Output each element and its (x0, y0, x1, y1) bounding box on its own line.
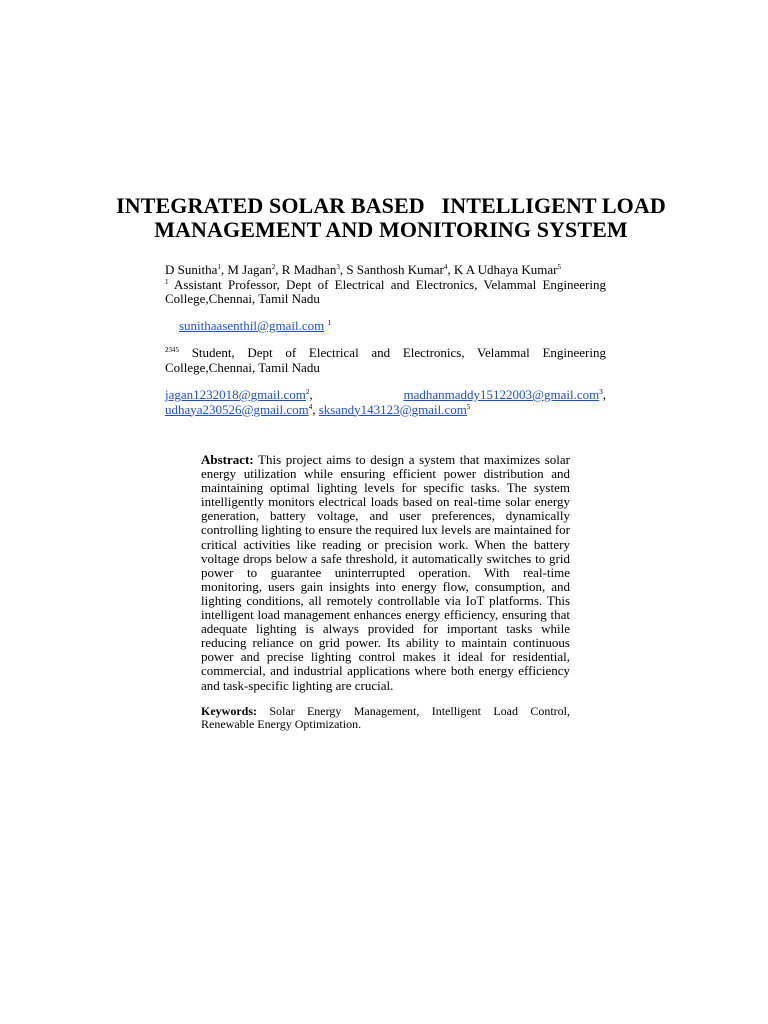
email-row-2 (165, 403, 606, 418)
email-link-4[interactable]: udhaya230526@gmail.com (165, 401, 309, 417)
email-link-1[interactable]: sunithaasenthil@gmail.com (179, 318, 325, 333)
affiliation-2 (165, 346, 606, 375)
keywords-text: Solar Energy Management, Intelligent Load Control, Renewable Energy Optimization. (201, 704, 570, 731)
student-emails (165, 388, 606, 417)
email-separator: , (309, 387, 313, 402)
author-sup: 3 (336, 263, 340, 271)
authors-line (165, 263, 606, 278)
author-name: , S Santhosh Kumar (339, 262, 444, 277)
email-separator: , (312, 401, 319, 417)
affiliation-text: Student, Dept of Electrical and Electronics, Velammal Engineering (179, 345, 606, 360)
email-sup: 4 (308, 402, 313, 411)
email-separator: , (602, 387, 606, 402)
author-sup: 5 (557, 263, 561, 271)
author-name: , M Jagan (220, 262, 272, 277)
email-block-1 (179, 319, 331, 333)
affiliation-1-line-2: College,Chennai, Tamil Nadu (165, 291, 320, 306)
email-link-2[interactable]: jagan1232018@gmail.com (165, 387, 306, 402)
author-name: , K A Udhaya Kumar (447, 262, 558, 277)
email-row-1 (165, 388, 606, 403)
abstract (201, 453, 570, 693)
affiliation-1-line-1 (165, 278, 606, 293)
email-sup: 2 (305, 388, 310, 396)
affiliation-sup: 2345 (165, 346, 179, 354)
abstract-text: This project aims to design a system that maximizes solar energy utilization while ensuring efficient power distribution and maintaining optimal lighting levels for specific tasks. The system intelligently monitors electrical loads based on real-time solar energy generation, battery voltage, and user preferences, dynamically controlling lighting to ensure the required lux levels are maintained for critical activities like reading or precision work. When the battery voltage drops below a safe threshold, it automatically switches to grid power to guarantee uninterrupted operation. With real-time monitoring, users gain insights into energy flow, consumption, and lighting conditions, all remotely controllable via IoT platforms. This intelligent load management enhances energy efficiency, ensuring that adequate lighting is always provided for important tasks while reducing reliance on grid power. Its ability to maintain continuous power and precise lighting control makes it ideal for residential, commercial, and industrial applications where both energy efficiency and task-specific lighting are crucial. (201, 452, 570, 693)
author-sup: 1 (217, 263, 221, 271)
author-sup: 2 (271, 263, 276, 271)
keywords (201, 705, 570, 731)
email-item-2 (165, 388, 313, 403)
affiliation-sup: 1 (165, 277, 169, 286)
paper-title (60, 194, 722, 242)
author-sup: 4 (443, 263, 448, 271)
email-item-3 (404, 388, 607, 403)
affiliation-2-line-1 (165, 346, 606, 361)
affiliation-2-line-2: College,Chennai, Tamil Nadu (165, 359, 320, 375)
title-line-1: INTEGRATED SOLAR BASED INTELLIGENT LOAD (116, 193, 666, 218)
email-sup: 3 (599, 388, 603, 396)
abstract-label: Abstract: (201, 452, 254, 467)
email-sup: 1 (327, 319, 331, 327)
email-link-3[interactable]: madhanmaddy15122003@gmail.com (403, 387, 600, 402)
title-line-2: MANAGEMENT AND MONITORING SYSTEM (154, 217, 628, 242)
keywords-label: Keywords: (201, 704, 257, 718)
author-name: , R Madhan (275, 262, 337, 277)
author-list (165, 263, 606, 307)
author-name: D Sunitha (165, 262, 218, 277)
affiliation-text: Assistant Professor, Dept of Electrical and Electronics, Velammal Engineering (168, 276, 606, 292)
email-link-5[interactable]: sksandy143123@gmail.com (318, 401, 467, 417)
email-sup: 5 (466, 402, 471, 411)
